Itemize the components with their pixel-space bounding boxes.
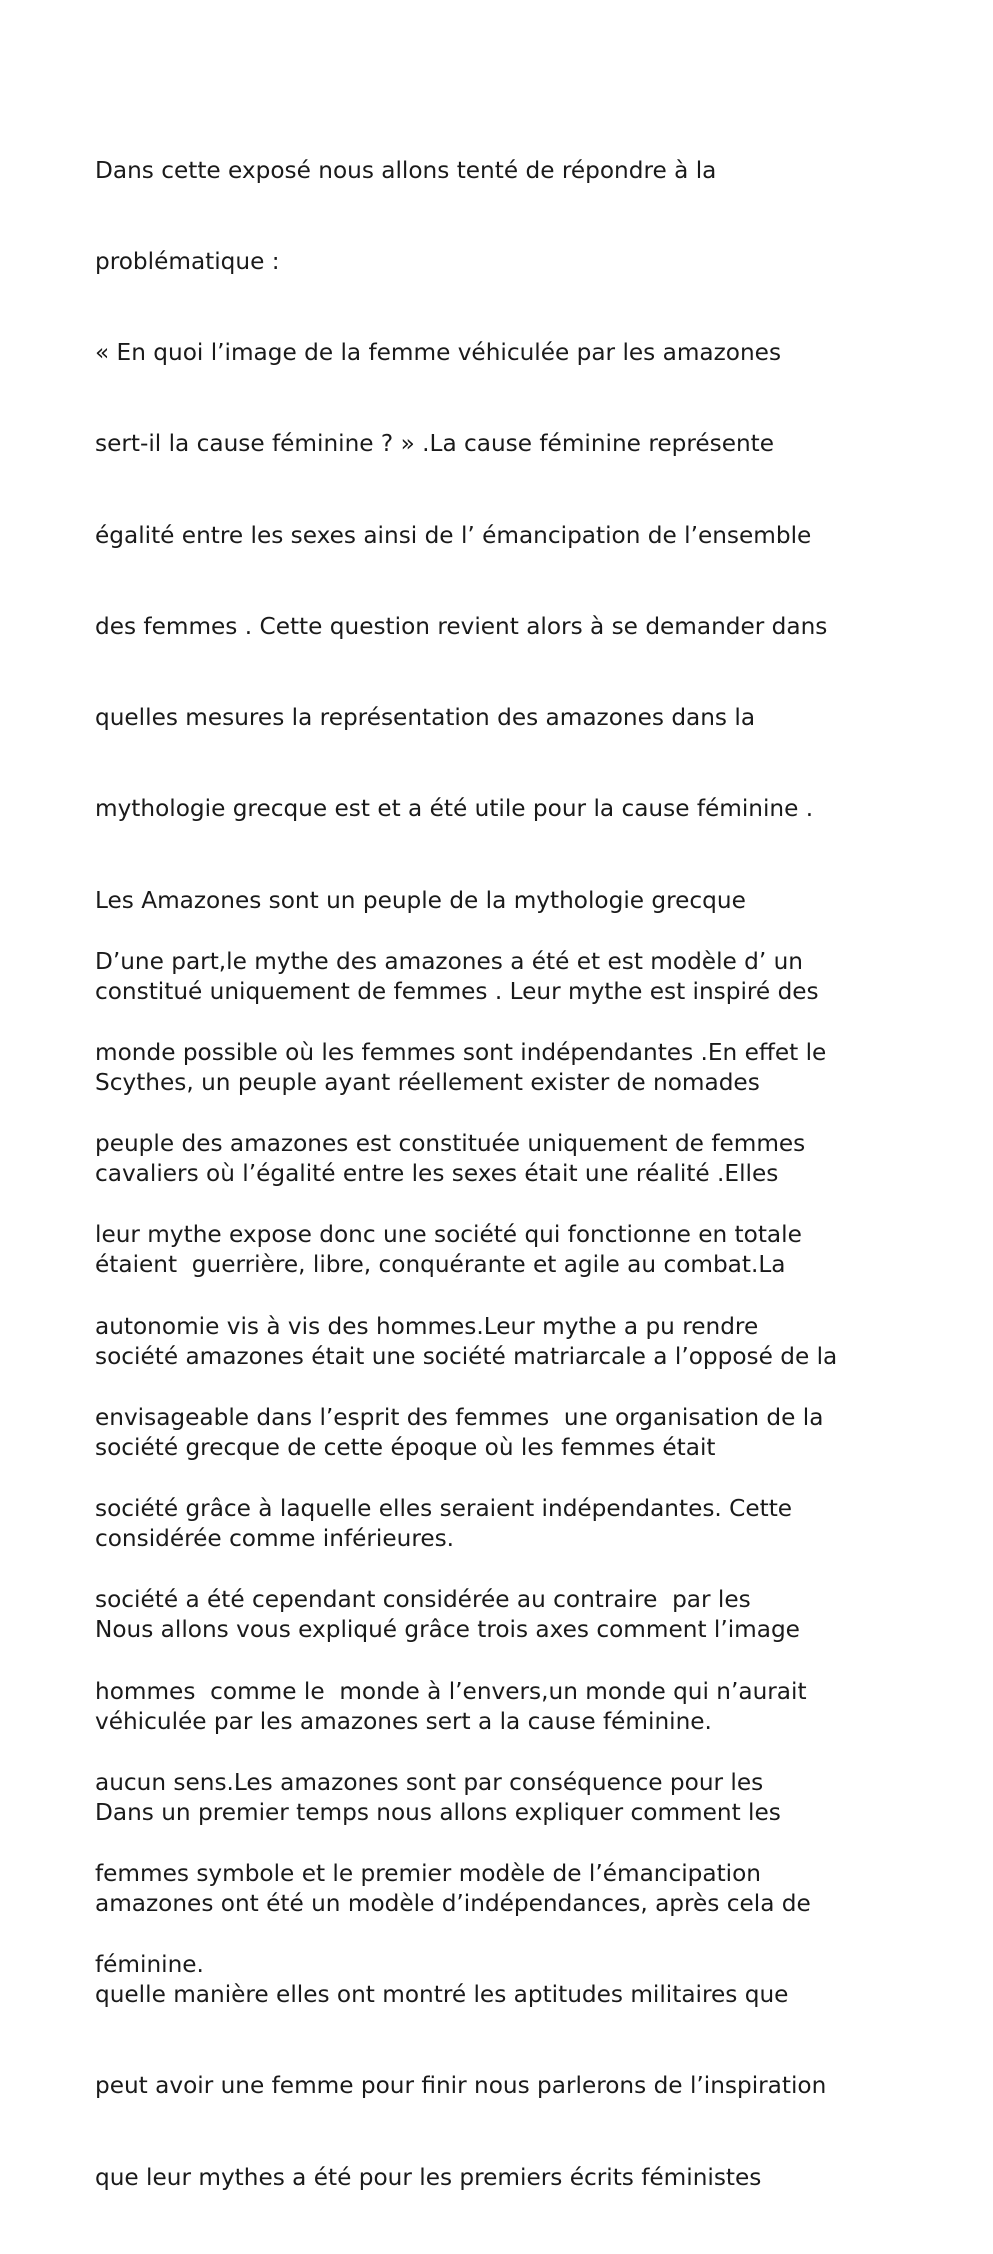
text-line: quelle manière elles ont montré les aptitudes militaires que	[95, 1981, 789, 2009]
text-line: cavaliers où l’égalité entre les sexes était une réalité .Elles	[95, 1160, 779, 1188]
text-line: sert-il la cause féminine ? » .La cause féminine représente	[95, 430, 775, 458]
text-line: société a été cependant considérée au contraire par les	[95, 1586, 751, 1614]
text-line: Les Amazones sont un peuple de la mythologie grecque	[95, 886, 746, 914]
text-line: Scythes, un peuple ayant réellement exister de nomades	[95, 1069, 760, 1096]
text-line: D’une part,le mythe des amazones a été et est modèle d’ un	[95, 947, 803, 975]
text-line: peuple des amazones est constituée uniquement de femmes	[95, 1130, 806, 1158]
text-line: monde possible où les femmes sont indépendantes .En effet le	[95, 1039, 827, 1067]
text-line: que leur mythes a été pour les premiers écrits féministes	[95, 2163, 762, 2191]
text-line: égalité entre les sexes ainsi de l’ émancipation de l’ensemble	[95, 521, 812, 549]
text-line: femmes symbole et le premier modèle de l’émancipation	[95, 1860, 762, 1887]
text-line: féminine.	[95, 1951, 204, 1979]
text-line: Dans un premier temps nous allons expliquer comment les	[95, 1798, 781, 1826]
part-one-paragraph	[95, 886, 905, 2041]
text-line: véhiculée par les amazones sert a la cause féminine.	[95, 1707, 712, 1735]
text-line: « En quoi l’image de la femme véhiculée par les amazones	[95, 339, 782, 367]
text-line: autonomie vis à vis des hommes.Leur mythe a pu rendre	[95, 1312, 759, 1340]
text-line: Nous allons vous expliqué grâce trois axes comment l’image	[95, 1616, 800, 1644]
text-line: étaient guerrière, libre, conquérante et agile au combat.La	[95, 1251, 786, 1279]
text-line: quelles mesures la représentation des amazones dans la	[95, 704, 756, 732]
text-line: hommes comme le monde à l’envers,un monde qui n’aurait	[95, 1677, 807, 1705]
text-line: leur mythe expose donc une société qui fonctionne en totale	[95, 1221, 802, 1249]
text-line: société amazones était une société matriarcale a l’opposé de la	[95, 1342, 838, 1370]
text-line: mythologie grecque est et a été utile pour la cause féminine .	[95, 795, 814, 823]
text-line: considérée comme inférieures.	[95, 1525, 455, 1553]
text-line: aucun sens.Les amazones sont par conséquence pour les	[95, 1768, 764, 1796]
text-line: envisageable dans l’esprit des femmes une organisation de la	[95, 1403, 824, 1431]
text-line: société grecque de cette époque où les femmes était	[95, 1433, 716, 1461]
text-line: constitué uniquement de femmes . Leur mythe est inspiré des	[95, 977, 819, 1005]
text-line: des femmes . Cette question revient alors à se demander dans	[95, 612, 828, 640]
text-line: amazones ont été un modèle d’indépendances, après cela de	[95, 1889, 811, 1917]
text-line: problématique :	[95, 248, 280, 276]
text-line: société grâce à laquelle elles seraient indépendantes. Cette	[95, 1495, 793, 1523]
text-line: peut avoir une femme pour finir nous parlerons de l’inspiration	[95, 2072, 827, 2100]
text-line: Dans cette exposé nous allons tenté de répondre à la	[95, 156, 717, 184]
